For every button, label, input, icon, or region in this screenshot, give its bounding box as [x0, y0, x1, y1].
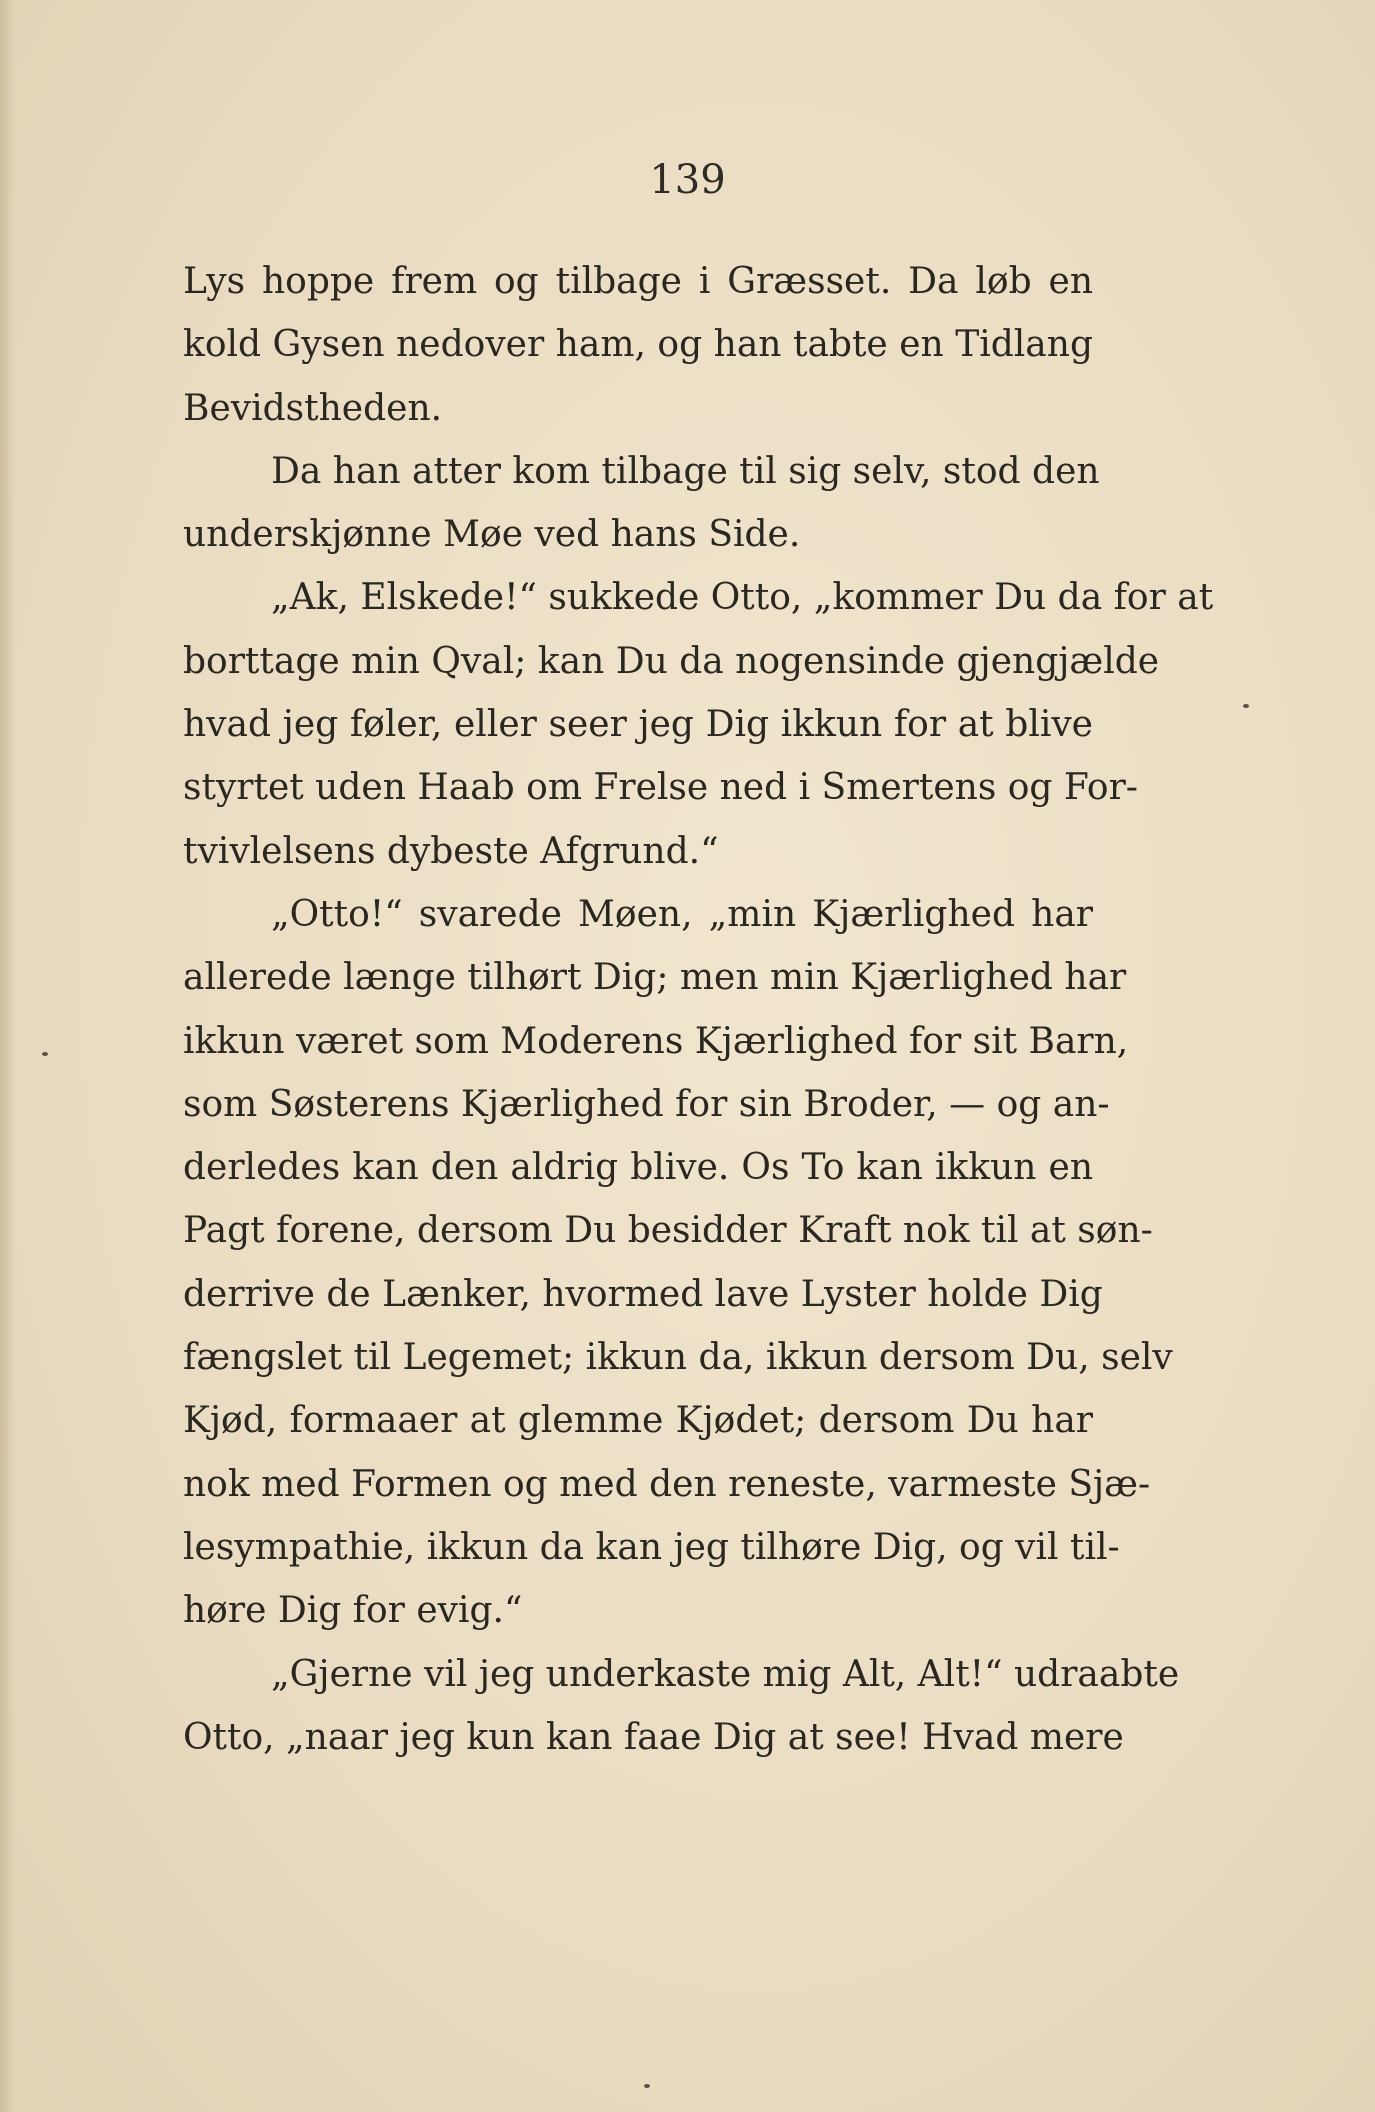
text-line: „Gjerne vil jeg underkaste mig Alt, Alt!“ udraabte — [271, 1653, 1180, 1695]
text-line: derledes kan den aldrig blive. Os To kan ikkun en — [183, 1147, 1093, 1189]
text-line: „Otto!“ svarede Møen, „min Kjærlighed har — [271, 893, 1093, 935]
text-line: Kjød, formaaer at glemme Kjødet; dersom Du har — [183, 1400, 1093, 1442]
text-line: Otto, „naar jeg kun kan faae Dig at see! Hvad mere — [183, 1716, 1124, 1758]
text-line: styrtet uden Haab om Frelse ned i Smertens og For- — [183, 767, 1138, 809]
text-line: tvivlelsens dybeste Afgrund.“ — [183, 830, 719, 872]
text-line: høre Dig for evig.“ — [183, 1590, 523, 1632]
text-line: kold Gysen nedover ham, og han tabte en Tidlang — [183, 324, 1093, 366]
text-line: fængslet til Legemet; ikkun da, ikkun dersom Du, selv — [183, 1337, 1173, 1379]
text-line: nok med Formen og med den reneste, varmeste Sjæ- — [183, 1463, 1151, 1505]
page-binding-edge — [0, 0, 16, 2112]
text-line: borttage min Qval; kan Du da nogensinde gjengjælde — [183, 640, 1160, 682]
text-line: Bevidstheden. — [183, 387, 443, 429]
text-line: hvad jeg føler, eller seer jeg Dig ikkun for at blive — [183, 704, 1093, 746]
page-number: 139 — [649, 157, 726, 203]
text-line: Pagt forene, dersom Du besidder Kraft nok til at søn- — [183, 1210, 1153, 1252]
text-line: som Søsterens Kjærlighed for sin Broder, — og an- — [183, 1083, 1110, 1125]
text-line: underskjønne Møe ved hans Side. — [183, 514, 801, 556]
body-text — [183, 250, 1214, 1769]
text-line: Da han atter kom tilbage til sig selv, stod den — [271, 450, 1100, 492]
paper-speck — [1243, 704, 1249, 708]
text-line: lesympathie, ikkun da kan jeg tilhøre Dig, og vil til- — [183, 1526, 1120, 1568]
text-line: Lys hoppe frem og tilbage i Græsset. Da løb en — [183, 261, 1093, 302]
text-line: ikkun været som Moderens Kjærlighed for sit Barn, — [183, 1020, 1129, 1062]
text-line: derrive de Lænker, hvormed lave Lyster holde Dig — [183, 1273, 1103, 1315]
text-line: „Ak, Elskede!“ sukkede Otto, „kommer Du da for at — [271, 577, 1214, 619]
paper-speck — [42, 1052, 48, 1056]
text-line: allerede længe tilhørt Dig; men min Kjærlighed har — [183, 957, 1127, 999]
paper-speck — [644, 2084, 650, 2088]
